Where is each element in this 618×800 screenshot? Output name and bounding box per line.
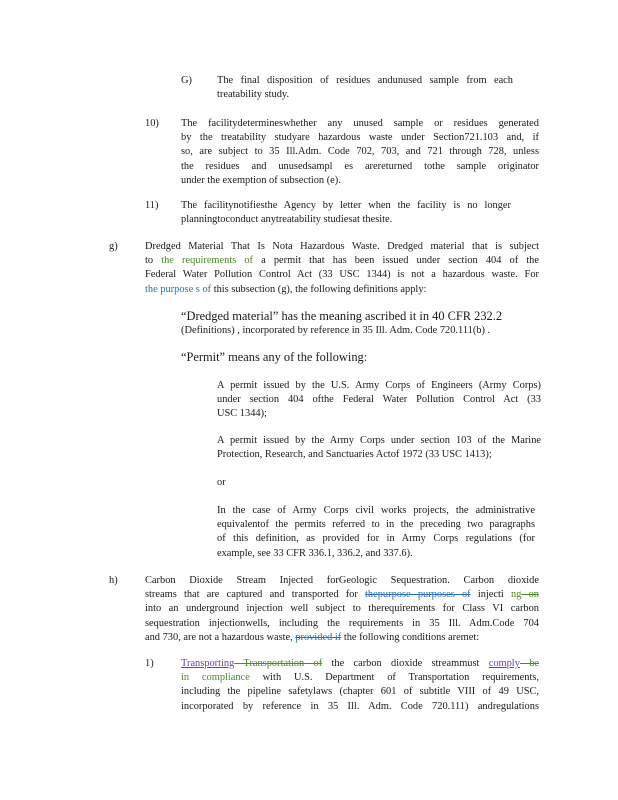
text-line: under the exemption of subsection (e). [181,174,341,186]
item-label-h1: 1) [145,658,154,669]
item-10-text [181,117,539,188]
text-line: (Definitions) , incorporated by reference in 35 Ill. Adm. Code 720.111(b) . [181,325,491,336]
inserted-text: s of [193,283,212,295]
deleted-text: be [519,658,539,669]
item-h1-text [181,657,539,714]
text-line: A permit issued by the U.S. Army Corps of Engineers (Army Corps) [217,380,541,391]
deleted-text: Transportation of [234,658,323,669]
item-label-g-upper: G) [181,75,192,86]
text-line-with-edits: and 730, are not a hazardous waste, provided if the following conditions aremet: [145,631,480,643]
text-line: The facilitynotifiesthe Agency by letter when the facility is no longer [181,200,511,211]
item-label-10: 10) [145,118,159,129]
text-line: Carbon Dioxide Stream Injected forGeologic Sequestration. Carbon dioxide [145,575,539,586]
item-g-text [145,240,539,297]
text-line: The facilitydetermineswhether any unused sample or residues generated [181,118,539,129]
text-line: Dredged Material That Is Nota Hazardous Waste. Dredged material that is subject [145,241,539,252]
text-line: of this definition, as provided for in Army Corps regulations (for [217,533,535,545]
text-line: sequestration injectionwells, including the requirements in 35 Ill. Adm.Code 704 [145,617,539,629]
permit-option-army-corps [217,379,541,422]
inserted-text: the requirements [161,255,237,267]
item-h-text [145,574,539,645]
text-line-with-edits: Transporting Transportation of the carbon dioxide streammust comply be [181,658,539,669]
inserted-text: ng [511,589,522,601]
text-line: by the treatability studyare hazardous waste under Section721.103 and, if [181,132,539,144]
inserted-text: Transporting [181,658,235,669]
deleted-text: provided [295,631,333,643]
text-line: the residues and unusedsampl es arereturned tothe sample originator [181,160,539,172]
text-line: Federal Water Pollution Control Act (33 USC 1344) is not a hazardous waste. For [145,269,539,281]
inserted-text: the purpose [145,283,194,295]
text-line: The final disposition of residues andunused sample from each [217,75,513,86]
text-line: so, are subject to 35 Ill.Adm. Code 702, 703, and 721 through 728, unless [181,146,539,158]
text-line: equivalentof the permits referred to in the preceding two paragraphs [217,519,535,531]
item-g-upper-text [217,74,513,102]
text-line-with-edits: in compliance with U.S. Department of Transportation requirements, [181,672,539,684]
text-line: treatability study. [217,89,290,101]
definition-dredged-material [181,309,551,338]
text-line: planningtoconduct anytreatability studiesat thesite. [181,214,393,226]
text-line: under section 404 ofthe Federal Water Pollution Control Act (33 [217,394,541,406]
deleted-text: if [332,631,342,643]
permit-option-marine [217,434,541,462]
text-line-with-edits: streams that are captured and transported for thepurpose purposes of injecti ng on [145,589,539,601]
text-line: USC 1344); [217,408,267,420]
text-line: example, see 33 CFR 336.1, 336.2, and 337.6). [217,547,413,559]
item-label-g: g) [109,241,118,252]
text-line-with-edits: the purpose s of this subsection (g), the following definitions apply: [145,283,427,295]
permit-option-civil-works [217,504,535,561]
text-line: incorporated by reference in 35 Ill. Adm. Code 720.111) andregulations [181,700,539,712]
definition-term: “Dredged material” has the meaning ascribed it in 40 CFR 232.2 [181,309,503,323]
inserted-text: in compliance [181,672,250,684]
or-connector: or [217,477,226,488]
text-line: including the pipeline safetylaws (chapter 601 of subtitle VIII of 49 USC, [181,686,539,698]
item-label-11: 11) [145,200,159,211]
definition-permit [181,350,367,365]
text-line-with-edits: to the requirements of a permit that has been issued under section 404 of the [145,255,539,267]
text-line: into an underground injection well subject to therequirements for Class VI carbon [145,603,539,615]
inserted-text: of [236,255,254,267]
text-line: A permit issued by the Army Corps under section 103 of the Marine [217,435,541,446]
item-11-text [181,199,511,227]
definition-term: “Permit” means any of the following: [181,350,368,364]
text-line: Protection, Research, and Sanctuaries Actof 1972 (33 USC 1413); [217,449,492,461]
deleted-text: thepurpose purposes of [365,589,471,601]
text-line: In the case of Army Corps civil works projects, the administrative [217,505,535,516]
inserted-text: comply [488,658,520,669]
item-label-h: h) [109,575,118,586]
deleted-text: on [521,589,539,601]
